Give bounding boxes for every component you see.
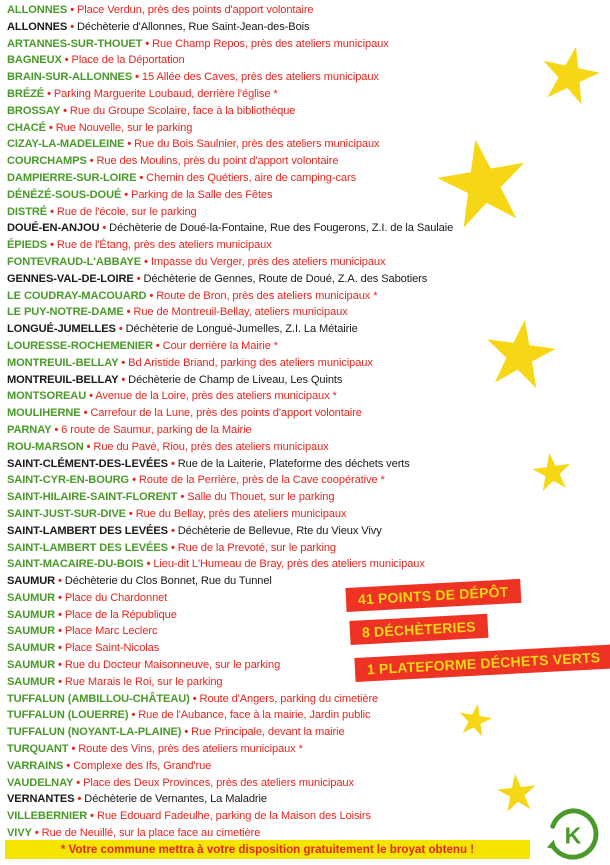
list-item [7,69,607,86]
town-name: LONGUÉ-JUMELLES [7,323,116,336]
town-name: LE PUY-NOTRE-DAME [7,306,124,319]
list-item [7,808,607,825]
bullet: • [77,793,82,806]
location-description: Place Verdun, près des points d'apport volontaire [76,4,314,16]
bullet: • [135,71,139,84]
location-description: 6 route de Saumur, parking de la Mairie [61,423,252,436]
bullet: • [58,575,62,588]
list-item [7,52,607,69]
town-name: CIZAY-LA-MADELEINE [7,138,125,151]
town-name: VAUDELNAY [7,776,74,789]
list-item [7,136,607,153]
location-description: Impasse du Verger, près des ateliers municipaux [150,255,386,268]
town-name: VILLEBERNIER [7,810,88,823]
list-item [7,372,607,389]
bullet: • [47,87,51,100]
location-description: Rue du Bois Saulnier, près des ateliers municipaux [134,138,380,151]
bullet: • [118,323,123,336]
list-item [7,707,607,724]
town-name: DISTRÉ [7,205,48,218]
footer-note: * Votre commune mettra à votre disposition gratuitement le broyat obtenu ! [5,840,530,859]
bullet: • [132,474,136,487]
town-name: MONTSOREAU [7,390,87,403]
location-description: Salle du Thouet, sur le parking [187,491,335,504]
location-description: Parking de la Salle des Fêtes [131,188,273,201]
town-name: SAUMUR [7,659,56,672]
bullet: • [170,524,175,537]
banner-decheteries: 8 DÉCHÈTERIES [349,614,488,645]
location-description: Déchèterie de Longué-Jumelles, Z.I. La Métairie [125,323,358,336]
location-description: Déchèterie de Doué-la-Fontaine, Rue des Fougerons, Z.I. de la Saulaie [109,222,454,235]
location-description: Déchèterie de Gennes, Route de Doué, Z.A. des Sabotiers [143,272,428,285]
list-item [7,556,607,573]
list-item [7,86,607,103]
bullet: • [89,155,94,168]
list-item [7,724,607,741]
bullet: • [83,407,88,420]
list-item [7,321,607,338]
location-description: Rue Principale, devant la mairie [191,726,345,739]
town-name: SAUMUR [7,642,56,655]
town-name: SAINT-LAMBERT DES LEVÉES [7,524,168,537]
bullet: • [63,104,67,117]
location-description: Rue de l'Étang, près des ateliers municipaux [56,239,272,252]
bullet: • [66,759,71,772]
town-name: SAINT-HILAIRE-SAINT-FLORENT [7,491,178,504]
location-description: Parking Marguerite Loubaud, derrière l'église * [53,87,278,100]
town-name: VARRAINS [7,759,64,772]
bullet: • [155,339,160,352]
bullet: • [58,608,62,621]
town-name: MONTREUIL-BELLAY [7,356,119,369]
location-description: Place de la République [64,608,177,621]
list-item [7,489,607,506]
location-description: Route des Vins, près des ateliers municipaux * [78,743,303,756]
logo-letter: K [564,822,582,849]
bullet: • [139,171,144,184]
bullet: • [170,541,175,554]
list-item [7,422,607,439]
bullet: • [58,591,62,604]
bullet: • [124,188,129,201]
bullet: • [192,692,197,705]
location-description: 15 Allée des Caves, près des ateliers municipaux [141,71,379,84]
location-description: Place Marc Leclerc [64,625,158,638]
town-name: VERNANTES [7,793,75,806]
bullet: • [131,709,136,722]
location-description: Complexe des Ifs, Grand'rue [73,759,212,772]
list-item [7,170,607,187]
list-item [7,304,607,321]
bullet: • [34,827,39,840]
location-description: Rue du Docteur Maisonneuve, sur le parking [64,659,281,672]
bullet: • [58,675,62,688]
town-name: TUFFALUN (NOYANT-LA-PLAINE) [7,726,182,739]
town-name: GENNES-VAL-DE-LOIRE [7,272,134,285]
list-item [7,2,607,19]
bullet: • [145,37,150,50]
bullet: • [50,239,54,252]
town-name: DAMPIERRE-SUR-LOIRE [7,171,137,184]
location-description: Déchèterie du Clos Bonnet, Rue du Tunnel [64,575,272,588]
location-description: Rue Edouard Fadeulhe, parking de la Maison des Loisirs [96,810,371,823]
bullet: • [146,558,151,571]
location-description: Cour derrière la Mairie * [162,339,278,352]
bullet: • [180,491,185,504]
bullet: • [70,20,74,33]
town-name: SAUMUR [7,675,56,688]
town-name: TURQUANT [7,743,69,756]
bullet: • [58,625,62,638]
town-name: VIVY [7,827,32,840]
list-item [7,153,607,170]
town-name: PARNAY [7,423,52,436]
town-name: SAUMUR [7,575,56,588]
list-item [7,674,607,691]
town-name: SAINT-MACAIRE-DU-BOIS [7,558,144,571]
list-item [7,506,607,523]
location-description: Lieu-dit L'Humeau de Bray, près des ateliers municipaux [153,558,425,571]
bullet: • [64,54,69,67]
town-name: DÉNÉZÉ-SOUS-DOUÉ [7,188,122,201]
list-item [7,220,607,237]
list-item [7,405,607,422]
bullet: • [102,222,107,235]
town-name: MONTREUIL-BELLAY [7,373,119,386]
list-item [7,338,607,355]
location-description: Rue du Bellay, près des ateliers municipaux [135,507,347,520]
town-name: SAINT-LAMBERT DES LEVÉES [7,541,168,554]
list-item [7,758,607,775]
town-name: CHACÉ [7,121,46,134]
bullet: • [58,642,62,655]
location-description: Bd Aristide Briand, parking des ateliers municipaux [128,356,373,369]
town-name: BAGNEUX [7,54,62,67]
list-item [7,187,607,204]
town-name: TUFFALUN (AMBILLOU-CHÂTEAU) [7,692,190,705]
location-description: Rue de Montreuil-Bellay, ateliers municipaux [133,306,348,319]
list-item [7,523,607,540]
bullet: • [86,440,91,453]
location-description: Rue Marais le Roi, sur le parking [64,675,223,688]
bullet: • [126,306,131,319]
location-description: Déchèterie de Champ de Liveau, Les Quints [128,373,343,386]
location-description: Route de la Perrière, près de la Cave coopérative * [138,474,385,487]
town-name: COURCHAMPS [7,155,87,168]
location-description: Rue du Groupe Scolaire, face à la bibliothèque [69,104,296,117]
list-item [7,204,607,221]
location-description: Place Saint-Nicolas [64,642,160,655]
bullet: • [170,457,175,470]
list-item [7,540,607,557]
list-item [7,741,607,758]
banner-points: 41 POINTS DE DÉPÔT [345,579,521,612]
town-name: BRÉZÉ [7,87,45,100]
banner-plateforme: 1 PLATEFORME DÉCHETS VERTS [354,645,610,682]
location-description: Place de la Déportation [71,54,185,67]
town-name: ÉPIEDS [7,239,48,252]
location-description: Place du Chardonnet [64,591,168,604]
list-item [7,36,607,53]
town-name: SAINT-JUST-SUR-DIVE [7,507,126,520]
bullet: • [89,390,93,403]
town-name: BROSSAY [7,104,61,117]
town-name: FONTEVRAUD-L'ABBAYE [7,255,142,268]
bullet: • [144,255,148,268]
list-item [7,388,607,405]
location-description: Rue de la Laiterie, Plateforme des déchets verts [177,457,410,470]
town-name: DOUÉ-EN-ANJOU [7,222,100,235]
depot-list [7,2,607,842]
list-item [7,775,607,792]
town-name: ALLONNES [7,20,68,33]
list-item [7,472,607,489]
location-description: Route de Bron, près des ateliers municipaux * [156,289,378,302]
location-description: Rue de la Prevoté, sur le parking [177,541,336,554]
location-description: Rue Champ Repos, près des ateliers municipaux [152,37,389,50]
location-description: Déchèterie d'Allonnes, Rue Saint-Jean-des-Bois [76,20,310,33]
location-description: Route d'Angers, parking du cimetière [199,692,379,705]
location-description: Rue du Pavé, Riou, près des ateliers municipaux [93,440,329,453]
location-description: Avenue de la Loire, près des ateliers municipaux * [95,390,337,403]
location-description: Carrefour de la Lune, près des points d'apport volontaire [90,407,362,420]
bullet: • [58,659,62,672]
town-name: LOURESSE-ROCHEMENIER [7,339,153,352]
bullet: • [136,272,141,285]
location-description: Chemin des Quétiers, aire de camping-cars [146,171,357,184]
location-description: Place des Deux Provinces, près des ateliers municipaux [83,776,354,789]
location-description: Rue de l'Aubance, face à la mairie, Jardin public [138,709,371,722]
list-item [7,791,607,808]
town-name: TUFFALUN (LOUERRE) [7,709,129,722]
list-item [7,355,607,372]
town-name: ARTANNES-SUR-THOUET [7,37,143,50]
recycle-k-logo-icon [544,805,602,863]
list-item [7,120,607,137]
town-name: SAINT-CYR-EN-BOURG [7,474,130,487]
list-item [7,456,607,473]
list-item [7,607,607,624]
list-item [7,254,607,271]
list-item [7,103,607,120]
location-description: Déchèterie de Bellevue, Rte du Vieux Vivy [177,524,382,537]
bullet: • [71,743,76,756]
list-item [7,623,607,640]
bullet: • [149,289,154,302]
bullet: • [54,423,59,436]
location-description: Rue des Moulins, près du point d'apport volontaire [96,155,339,168]
town-name: SAUMUR [7,608,56,621]
location-description: Rue de Neuillé, sur la place face au cimetière [41,827,261,840]
list-item [7,691,607,708]
location-description: Déchèterie de Vernantes, La Maladrie [84,793,267,806]
town-name: ALLONNES [7,4,68,16]
list-item [7,439,607,456]
list-item [7,237,607,254]
bullet: • [121,356,126,369]
bullet: • [50,205,54,218]
town-name: SAUMUR [7,591,56,604]
list-item [7,19,607,36]
town-name: SAUMUR [7,625,56,638]
list-item [7,271,607,288]
location-description: Rue Nouvelle, sur le parking [55,121,193,134]
bullet: • [90,810,94,823]
bullet: • [128,507,133,520]
town-name: MOULIHERNE [7,407,81,420]
bullet: • [127,138,132,151]
bullet: • [184,726,189,739]
bullet: • [70,4,74,16]
town-name: SAINT-CLÉMENT-DES-LEVÉES [7,457,168,470]
town-name: BRAIN-SUR-ALLONNES [7,71,133,84]
bullet: • [121,373,126,386]
town-name: LE COUDRAY-MACOUARD [7,289,147,302]
bullet: • [48,121,53,134]
bullet: • [76,776,81,789]
list-item [7,288,607,305]
town-name: ROU-MARSON [7,440,84,453]
location-description: Rue de l'école, sur le parking [56,205,197,218]
